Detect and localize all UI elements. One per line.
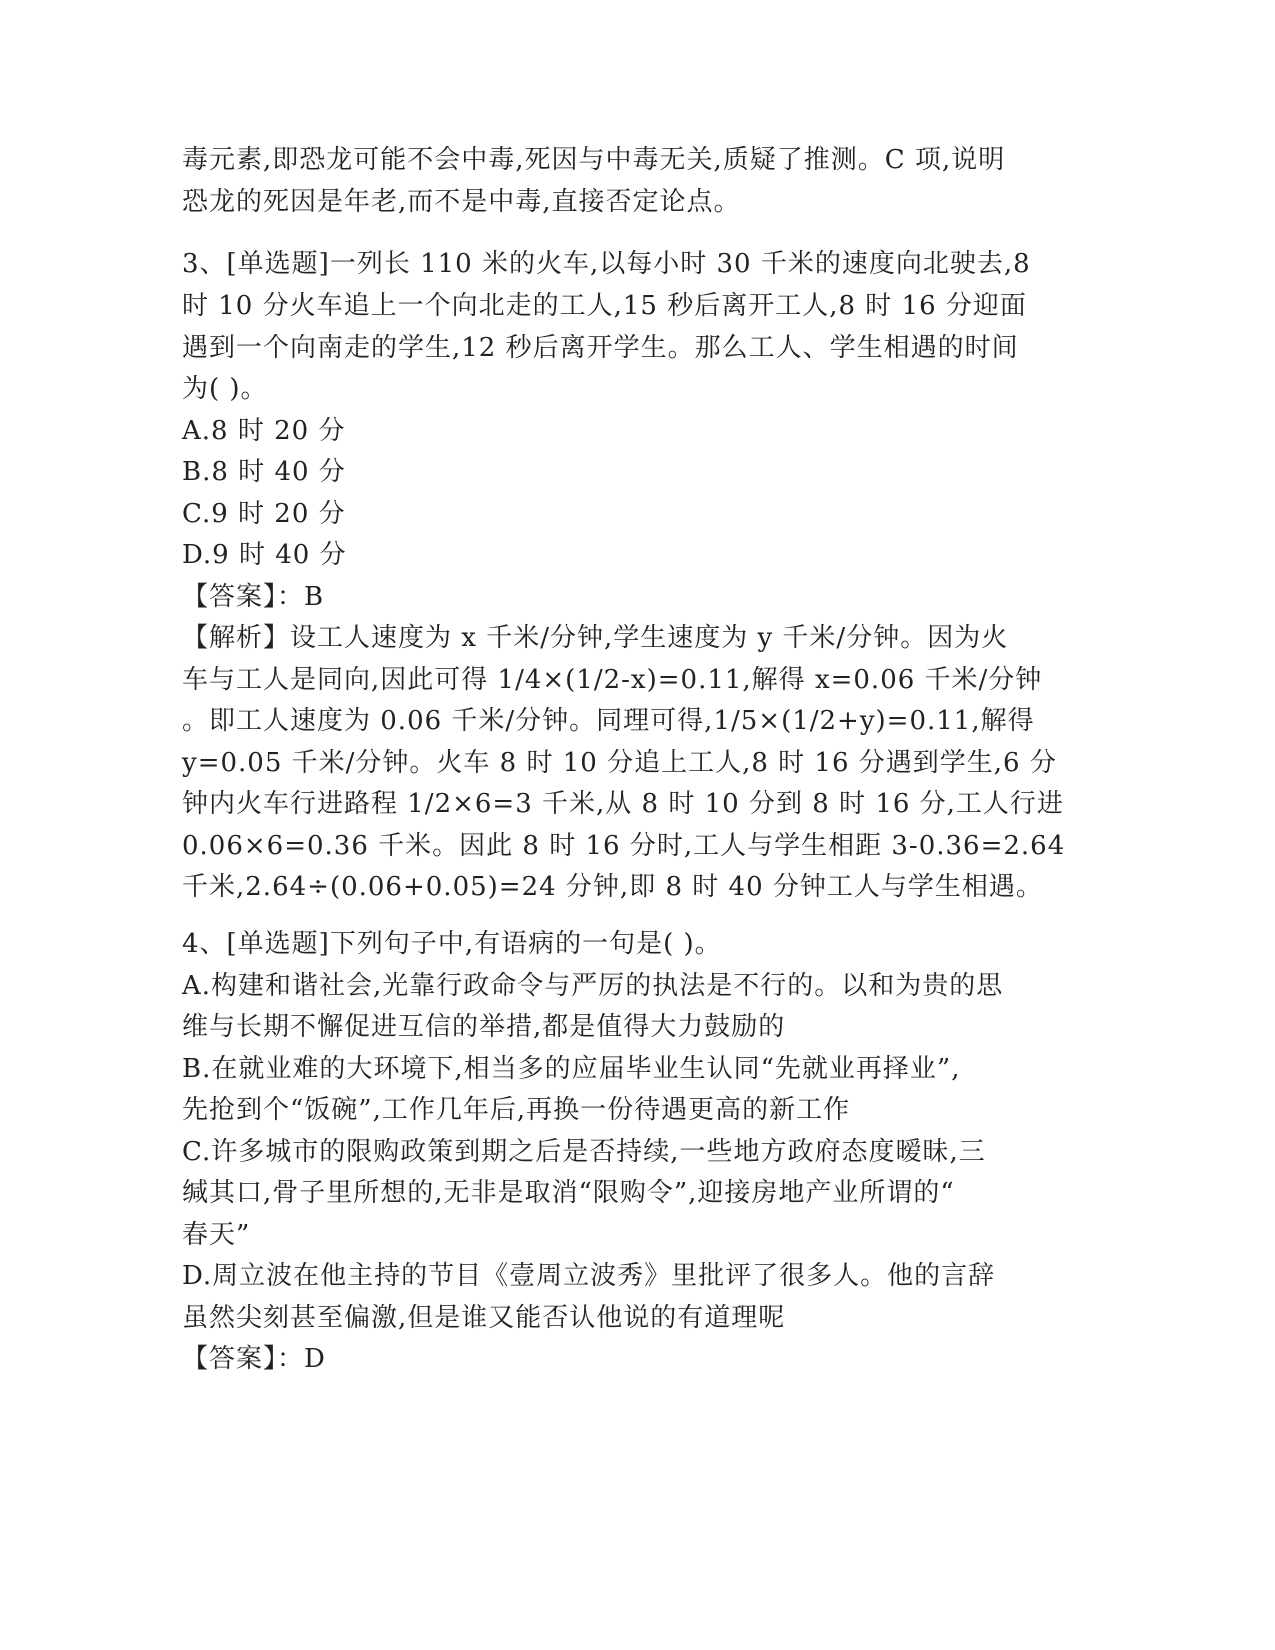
option-c-line: 缄其口,骨子里所想的,无非是取消“限购令”,迎接房地产业所谓的“ (182, 1178, 955, 1208)
option-b-line: B.在就业难的大环境下,相当多的应届毕业生认同“先就业再择业”, (182, 1054, 961, 1084)
text-line: 恐龙的死因是年老,而不是中毒,直接否定论点。 (182, 187, 741, 217)
option-d-line: 虽然尖刻甚至偏激,但是谁又能否认他说的有道理呢 (182, 1303, 786, 1333)
analysis-line: 0.06×6=0.36 千米。因此 8 时 16 分时,工人与学生相距 3-0.36=2.64 (182, 831, 1066, 861)
analysis-line: 车与工人是同向,因此可得 1/4×(1/2-x)=0.11,解得 x=0.06 千米/分钟 (182, 665, 1043, 695)
option-a-line: A.构建和谐社会,光靠行政命令与严厉的执法是不行的。以和为贵的思 (182, 971, 1004, 1001)
option-c-line: 春天” (182, 1220, 251, 1250)
analysis-line: 钟内火车行进路程 1/2×6=3 千米,从 8 时 10 分到 8 时 16 分,工人行进 (182, 789, 1064, 819)
option-c: C.9 时 20 分 (182, 499, 346, 529)
option-a-line: 维与长期不懈促进互信的举措,都是值得大力鼓励的 (182, 1012, 786, 1042)
analysis-line: 【解析】设工人速度为 x 千米/分钟,学生速度为 y 千米/分钟。因为火 (182, 623, 1009, 653)
option-b-line: 先抢到个“饭碗”,工作几年后,再换一份待遇更高的新工作 (182, 1095, 851, 1125)
question-stem-line: 4、[单选题]下列句子中,有语病的一句是( )。 (182, 929, 722, 959)
option-a: A.8 时 20 分 (182, 416, 346, 446)
option-d: D.9 时 40 分 (182, 540, 347, 570)
analysis-line: y=0.05 千米/分钟。火车 8 时 10 分追上工人,8 时 16 分遇到学生,6 分 (182, 748, 1057, 778)
answer-line: 【答案】：B (182, 582, 325, 612)
question-stem-line: 遇到一个向南走的学生,12 秒后离开学生。那么工人、学生相遇的时间 (182, 333, 1019, 363)
question-stem-line: 为( )。 (182, 374, 268, 404)
option-c-line: C.许多城市的限购政策到期之后是否持续,一些地方政府态度暧昧,三 (182, 1137, 986, 1167)
analysis-line: 千米,2.64÷(0.06+0.05)=24 分钟,即 8 时 40 分钟工人与学生相遇。 (182, 872, 1043, 902)
analysis-line: 。即工人速度为 0.06 千米/分钟。同理可得,1/5×(1/2+y)=0.11,解得 (182, 706, 1035, 736)
question-stem-line: 时 10 分火车追上一个向北走的工人,15 秒后离开工人,8 时 16 分迎面 (182, 291, 1027, 321)
option-b: B.8 时 40 分 (182, 457, 346, 487)
option-d-line: D.周立波在他主持的节目《壹周立波秀》里批评了很多人。他的言辞 (182, 1261, 996, 1291)
question-stem-line: 3、[单选题]一列长 110 米的火车,以每小时 30 千米的速度向北驶去,8 (182, 249, 1031, 279)
text-line: 毒元素,即恐龙可能不会中毒,死因与中毒无关,质疑了推测。C 项,说明 (182, 145, 1006, 175)
answer-line: 【答案】：D (182, 1344, 326, 1374)
